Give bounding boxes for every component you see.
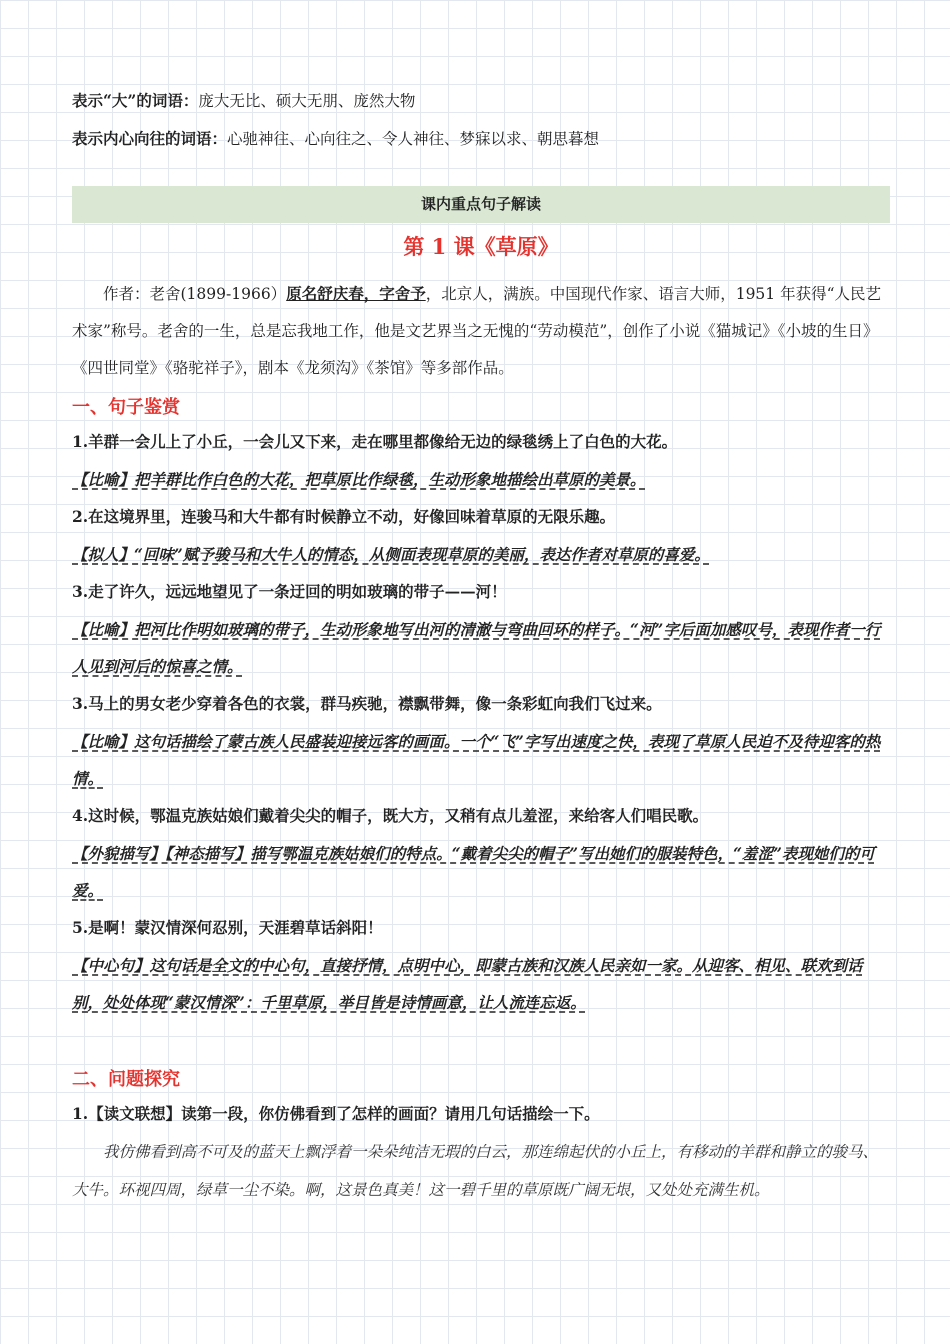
vocab-label: 表示内心向往的词语： (72, 129, 228, 148)
section-heading-appreciation: 一、句子鉴赏 (72, 397, 180, 418)
question-1: 1.【读文联想】读第一段，你仿佛看到了怎样的画面？请用几句话描绘一下。 (72, 1104, 600, 1123)
analysis-6 (72, 947, 890, 1021)
vocab-line-longing (72, 120, 890, 158)
analysis-text: 【比喻】把河比作明如玻璃的带子，生动形象地写出河的清澈与弯曲回环的样子。“河”字后面加感叹号，表现作者一行人见到河后的惊喜之情。 (72, 620, 881, 676)
sentence-5: 4.这时候，鄂温克族姑娘们戴着尖尖的帽子，既大方，又稍有点儿羞涩，来给客人们唱民歌。 (72, 806, 709, 825)
vocab-words: 庞大无比、硕大无朋、庞然大物 (198, 92, 416, 110)
vocab-block (72, 82, 890, 158)
analysis-1 (72, 461, 890, 498)
analysis-4 (72, 723, 890, 797)
lesson-title: 第 1 课《草原》 (403, 234, 559, 259)
author-intro (72, 275, 890, 387)
analysis-text: 【拟人】“回味”赋予骏马和大牛人的情态，从侧面表现草原的美丽，表达作者对草原的喜爱。 (72, 545, 710, 564)
analysis-2 (72, 536, 890, 573)
sentence-6: 5.是啊！蒙汉情深何忍别，天涯碧草话斜阳！ (72, 918, 383, 937)
analysis-text: 【外貌描写】【神态描写】描写鄂温克族姑娘们的特点。“戴着尖尖的帽子”写出她们的服装特色，“羞涩”表现她们的可爱。 (72, 844, 875, 900)
intro-highlight: 原名舒庆春，字舍予 (286, 284, 426, 303)
analysis-3 (72, 611, 890, 685)
sentence-4: 3.马上的男女老少穿着各色的衣裳，群马疾驰，襟飘带舞，像一条彩虹向我们飞过来。 (72, 694, 662, 713)
sentence-2: 2.在这境界里，连骏马和大牛都有时候静立不动，好像回味着草原的无限乐趣。 (72, 507, 616, 526)
intro-pre: 作者：老舍(1899-1966） (103, 285, 287, 303)
vocab-line-big (72, 82, 890, 120)
section-banner: 课内重点句子解读 (72, 186, 890, 223)
sentence-3: 3.走了许久，远远地望见了一条迂回的明如玻璃的带子——河！ (72, 582, 507, 601)
analysis-5 (72, 835, 890, 909)
vocab-label: 表示“大”的词语： (72, 91, 199, 110)
analysis-text: 【中心句】这句话是全文的中心句，直接抒情，点明中心，即蒙古族和汉族人民亲如一家。从迎客、相见、联欢到话别，处处体现“蒙汉情深”：千里草原，举目皆是诗情画意，让人流连忘返。 (72, 956, 863, 1012)
intro-post: ，北京人，满族。中国现代作家、语言大师，1951 年获得“人民艺术家”称号。老舍的一生，总是忘我地工作，他是文艺界当之无愧的“劳动模范”，创作了小说《猫城记》《小坡的生日》《四世同堂》《骆驼祥子》，剧本《龙须沟》《茶馆》等多部作品。 (72, 285, 882, 377)
answer-1: 我仿佛看到高不可及的蓝天上飘浮着一朵朵纯洁无瑕的白云，那连绵起伏的小丘上，有移动的羊群和静立的骏马、大牛。环视四周，绿草一尘不染。啊，这景色真美！这一碧千里的草原既广阔无垠，又处处充满生机。 (72, 1143, 879, 1199)
sentence-1: 1.羊群一会儿上了小丘，一会儿又下来，走在哪里都像给无边的绿毯绣上了白色的大花。 (72, 432, 678, 451)
section-heading-inquiry: 二、问题探究 (72, 1069, 180, 1090)
analysis-text: 【比喻】把羊群比作白色的大花，把草原比作绿毯，生动形象地描绘出草原的美景。 (72, 470, 646, 489)
analysis-text: 【比喻】这句话描绘了蒙古族人民盛装迎接远客的画面。一个“飞”字写出速度之快，表现了草原人民迫不及待迎客的热情。 (72, 732, 881, 788)
vocab-words: 心驰神往、心向往之、令人神往、梦寐以求、朝思暮想 (227, 130, 600, 148)
